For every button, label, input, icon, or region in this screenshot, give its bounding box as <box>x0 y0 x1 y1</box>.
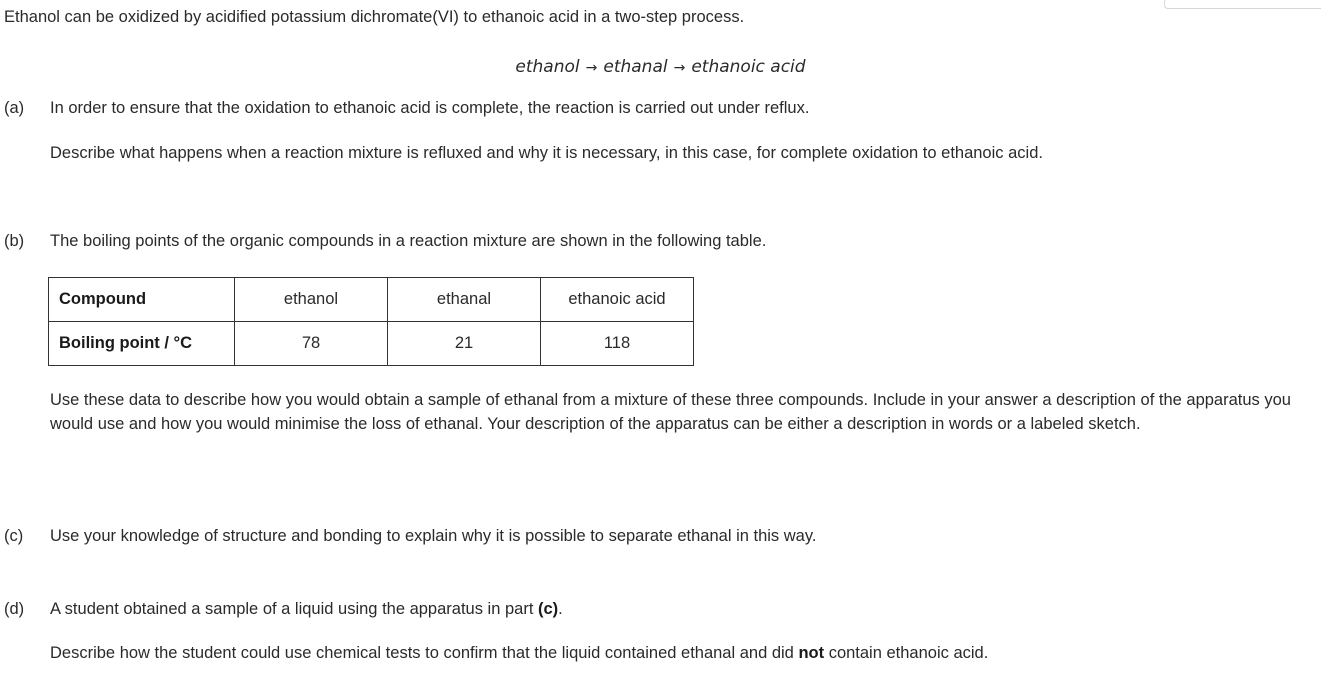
equation-product: ethanoic acid <box>691 57 806 77</box>
arrow-right-icon: → <box>673 60 686 76</box>
answer-box-edge <box>1164 0 1321 9</box>
table-cell: ethanal <box>388 278 541 322</box>
part-reference: (c) <box>538 600 559 618</box>
reaction-equation <box>0 57 1321 77</box>
table-header-compound: Compound <box>49 278 235 322</box>
intro-text: Ethanol can be oxidized by acidified potassium dichromate(VI) to ethanoic acid in a two-step process. <box>4 8 745 26</box>
part-d-question-text: Describe how the student could use chemical tests to confirm that the liquid contained ethanal and did <box>50 644 799 662</box>
part-a-label: (a) <box>4 99 25 117</box>
emphasis-not: not <box>798 644 825 662</box>
part-c-label: (c) <box>4 527 24 545</box>
part-d-statement-text: A student obtained a sample of a liquid using the apparatus in part <box>50 600 538 618</box>
part-b-statement: The boiling points of the organic compounds in a reaction mixture are shown in the following table. <box>50 232 767 250</box>
equation-intermediate: ethanal <box>603 57 668 77</box>
table-cell: 118 <box>541 322 694 366</box>
part-a-question: Describe what happens when a reaction mixture is refluxed and why it is necessary, in this case, for complete oxidation to ethanoic acid. <box>50 144 1043 162</box>
table-cell: 78 <box>235 322 388 366</box>
part-b-label: (b) <box>4 232 25 250</box>
part-d-statement-end: . <box>558 600 563 618</box>
table-cell: ethanoic acid <box>541 278 694 322</box>
part-d-label: (d) <box>4 600 25 618</box>
equation-reactant: ethanol <box>515 57 580 77</box>
table-cell: ethanol <box>235 278 388 322</box>
part-a-statement: In order to ensure that the oxidation to ethanoic acid is complete, the reaction is carried out under reflux. <box>50 99 810 117</box>
part-d-statement <box>50 600 563 619</box>
part-d-question-end: contain ethanoic acid. <box>824 644 989 662</box>
part-d-question <box>50 644 988 663</box>
table-row <box>49 322 694 366</box>
part-b-question: Use these data to describe how you would obtain a sample of ethanal from a mixture of these three compounds. Include in your answer a description of the apparatus you would use and how you would minimise the loss of ethanal. Your description of the apparatus can be either a description in words or a labeled sketch. <box>50 391 1291 433</box>
table-header-boiling-point: Boiling point / °C <box>49 322 235 366</box>
boiling-points-table <box>48 277 694 366</box>
table-cell: 21 <box>388 322 541 366</box>
arrow-right-icon: → <box>585 60 598 76</box>
table-row <box>49 278 694 322</box>
part-c-question: Use your knowledge of structure and bonding to explain why it is possible to separate ethanal in this way. <box>50 527 817 545</box>
